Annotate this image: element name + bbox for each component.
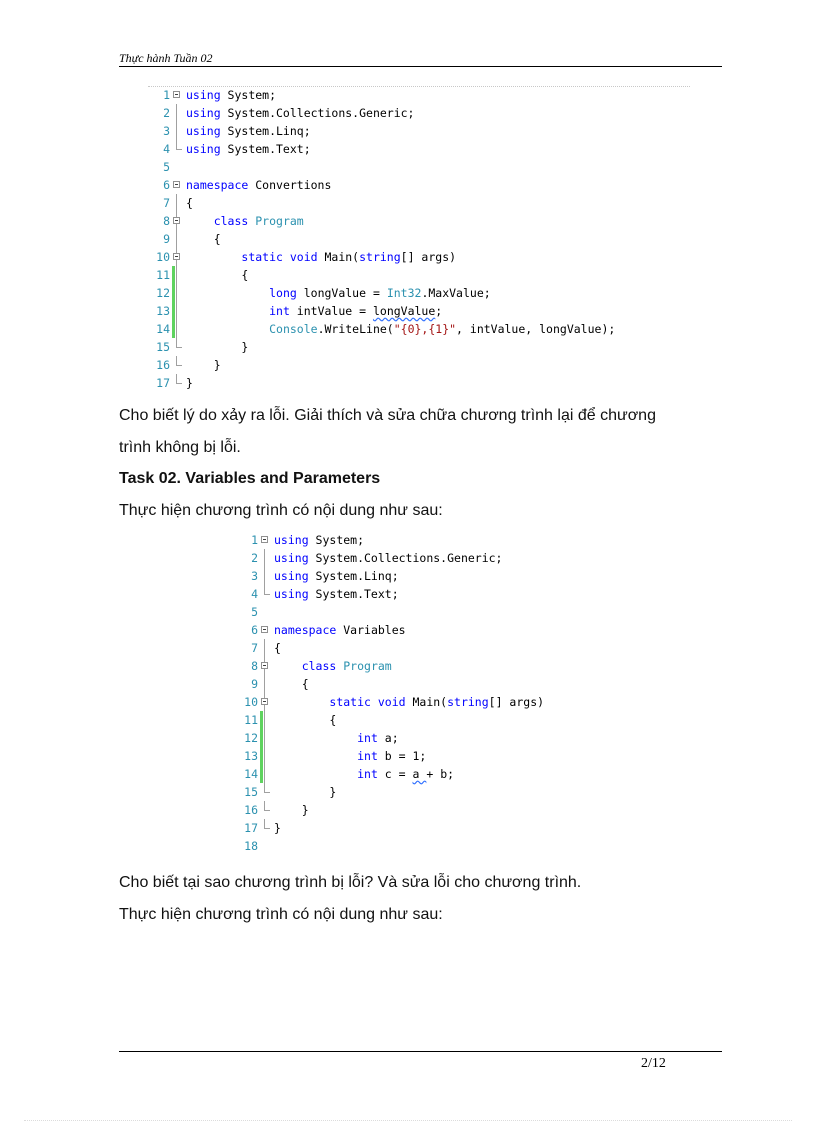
code-token: Int32 [386,286,422,300]
code-text [274,801,309,819]
code-text [274,675,309,693]
code-text [186,338,248,356]
fold-gutter [260,621,272,639]
code-token: Main( [324,250,360,264]
code-token [274,695,329,709]
line-number: 9 [251,677,258,691]
line-number: 17 [244,821,258,835]
changed-line-marker [260,765,263,783]
code-token: static void [329,695,413,709]
code-text [274,819,281,837]
code-token: { [186,232,221,246]
paragraph-3: Cho biết tại sao chương trình bị lỗi? Và sửa lỗi cho chương trình. [119,874,582,891]
code-token: int [269,304,297,318]
fold-gutter [260,693,272,711]
fold-gutter [260,765,272,783]
code-token: using [274,587,316,601]
fold-end-icon [176,140,182,150]
collapse-icon[interactable] [173,91,180,98]
changed-line-marker [260,747,263,765]
paragraph-4: Thực hiện chương trình có nội dung như sau: [119,906,443,923]
line-number: 8 [163,214,170,228]
fold-gutter [260,819,272,837]
fold-gutter [260,657,272,675]
code-token: using [186,88,228,102]
code-text [274,549,502,567]
code-token: { [274,641,281,655]
code-text [186,302,442,320]
code-token: } [274,785,337,799]
fold-gutter [172,212,184,230]
paragraph-2: Thực hiện chương trình có nội dung như sau: [119,502,443,519]
task-heading: Task 02. Variables and Parameters [119,470,381,487]
code-text [274,693,544,711]
code-token [274,749,357,763]
code-token: class [301,659,344,673]
page-bottom-border [24,1120,792,1121]
code-text [186,212,304,230]
code-text [186,122,311,140]
paragraph-1-line-2: trình không bị lỗi. [119,439,241,456]
fold-guide-line [176,302,177,320]
fold-end-icon [176,374,182,384]
fold-guide-line [264,765,265,783]
fold-gutter [172,194,184,212]
code-token: [] args) [400,250,457,264]
line-number: 15 [156,340,170,354]
code-token: Convertions [255,178,332,192]
fold-gutter [260,549,272,567]
code-token: } [186,376,193,390]
fold-gutter [260,801,272,819]
fold-guide-line [264,549,265,567]
line-number: 9 [163,232,170,246]
changed-line-marker [260,729,263,747]
code-token: using [274,569,316,583]
fold-gutter [172,158,184,176]
code-token: System.Text; [227,142,311,156]
fold-gutter [172,320,184,338]
code-token: static void [241,250,325,264]
line-number: 17 [156,376,170,390]
code-text [186,356,221,374]
fold-gutter [260,531,272,549]
line-number: 5 [251,605,258,619]
code-token: ; [435,304,443,318]
code-token: , intValue, longValue); [456,322,616,336]
code-text [274,621,406,639]
code-block-2 [236,531,656,861]
code-token: { [186,268,249,282]
header-rule [119,66,722,67]
code-token: Program [343,659,392,673]
fold-guide-line [176,230,177,248]
code-text [274,783,336,801]
code-token: .MaxValue; [421,286,491,300]
line-number: 13 [156,304,170,318]
code-block-1 [148,86,708,396]
fold-gutter [172,338,184,356]
line-number: 12 [244,731,258,745]
line-number: 16 [244,803,258,817]
fold-gutter [260,747,272,765]
fold-gutter [260,585,272,603]
code-token: longValue = [303,286,387,300]
code-text [274,639,281,657]
fold-gutter [172,266,184,284]
code-token: using [186,142,228,156]
code-text [186,266,248,284]
code-text [186,284,491,302]
line-number: 5 [163,160,170,174]
line-number: 8 [251,659,258,673]
page-number: 2/12 [641,1056,666,1071]
code-token: a; [384,731,399,745]
line-number: 10 [156,250,170,264]
line-number: 2 [251,551,258,565]
line-number: 1 [163,88,170,102]
code-text [274,657,392,675]
code-token: int [357,731,385,745]
line-number: 14 [156,322,170,336]
code-text [186,230,221,248]
line-number: 2 [163,106,170,120]
fold-guide-line [264,567,265,585]
collapse-icon[interactable] [261,698,268,705]
line-number: 3 [163,124,170,138]
fold-gutter [172,122,184,140]
code-text [186,320,615,338]
code-token: a [412,767,427,781]
fold-gutter [172,176,184,194]
code-token: System.Collections.Generic; [315,551,503,565]
code-token: Main( [412,695,448,709]
code-token: } [274,821,281,835]
fold-gutter [260,729,272,747]
collapse-icon[interactable] [261,662,268,669]
fold-gutter [172,284,184,302]
line-number: 6 [251,623,258,637]
code-token: "{0},{1}" [393,322,457,336]
code-token: } [186,340,249,354]
collapse-icon[interactable] [173,253,180,260]
fold-end-icon [264,783,270,793]
fold-gutter [260,711,272,729]
footer-rule [119,1051,722,1052]
fold-gutter [172,374,184,392]
fold-end-icon [176,338,182,348]
line-number: 16 [156,358,170,372]
fold-gutter [172,104,184,122]
code-token: Variables [343,623,406,637]
fold-guide-line [264,675,265,693]
code-token: using [186,124,228,138]
changed-line-marker [260,711,263,729]
fold-end-icon [264,801,270,811]
line-number: 6 [163,178,170,192]
line-number: 4 [251,587,258,601]
code-text [274,567,399,585]
fold-gutter [260,603,272,621]
fold-end-icon [264,819,270,829]
code-token: int [357,767,385,781]
code-token: string [359,250,401,264]
line-number: 15 [244,785,258,799]
line-number: 14 [244,767,258,781]
fold-gutter [260,675,272,693]
changed-line-marker [172,302,175,320]
code-token [186,304,269,318]
line-number: 7 [163,196,170,210]
page-header-title: Thực hành Tuần 02 [119,51,213,65]
fold-gutter [172,230,184,248]
code-token: namespace [186,178,256,192]
code-text [186,86,276,104]
line-number: 18 [244,839,258,853]
code-token: { [274,713,337,727]
code-token: System.Text; [315,587,399,601]
code-text [274,711,336,729]
line-number: 12 [156,286,170,300]
code-text [274,765,454,783]
code-token: namespace [274,623,344,637]
code-token: System.Linq; [227,124,311,138]
code-text [274,585,399,603]
code-token: Program [255,214,304,228]
code-token: using [186,106,228,120]
code-text [186,140,311,158]
fold-gutter [260,837,272,855]
code-text [186,248,456,266]
changed-line-marker [172,266,175,284]
fold-guide-line [176,266,177,284]
line-number: 10 [244,695,258,709]
fold-guide-line [264,729,265,747]
code-token: } [274,803,309,817]
fold-gutter [260,783,272,801]
code-token: System; [227,88,277,102]
fold-guide-line [176,320,177,338]
code-token: { [186,196,193,210]
code-token: System.Collections.Generic; [227,106,415,120]
code-text [186,176,331,194]
fold-guide-line [264,711,265,729]
code-token [274,659,302,673]
code-token: c = [384,767,413,781]
code-text [274,747,426,765]
line-number: 1 [251,533,258,547]
fold-guide-line [176,284,177,302]
code-token [186,286,269,300]
collapse-icon[interactable] [261,536,268,543]
code-token: using [274,533,316,547]
code-token [274,767,357,781]
fold-guide-line [176,104,177,122]
code-token [274,731,357,745]
line-number: 7 [251,641,258,655]
fold-guide-line [264,639,265,657]
code-text [274,531,364,549]
fold-gutter [172,248,184,266]
fold-gutter [172,140,184,158]
fold-gutter [172,302,184,320]
code-token: System.Linq; [315,569,399,583]
changed-line-marker [172,320,175,338]
line-number: 4 [163,142,170,156]
code-token: longValue [372,304,436,318]
code-token: .WriteLine( [317,322,394,336]
code-token: class [213,214,256,228]
code-text [186,104,414,122]
fold-gutter [172,356,184,374]
line-number: 11 [244,713,258,727]
fold-guide-line [176,194,177,212]
code-token [186,214,214,228]
fold-end-icon [264,585,270,595]
code-text [186,194,193,212]
code-text [274,729,399,747]
code-token [186,322,269,336]
paragraph-1-line-1: Cho biết lý do xảy ra lỗi. Giải thích và sửa chữa chương trình lại để chương [119,407,656,424]
collapse-icon[interactable] [173,181,180,188]
collapse-icon[interactable] [173,217,180,224]
code-text [186,374,193,392]
fold-end-icon [176,356,182,366]
code-token: int [357,749,385,763]
code-token: string [447,695,489,709]
code-token: { [274,677,309,691]
line-number: 3 [251,569,258,583]
collapse-icon[interactable] [261,626,268,633]
code-token: [] args) [488,695,545,709]
code-token: long [269,286,304,300]
fold-gutter [260,639,272,657]
code-token: b = 1; [384,749,427,763]
code-token [186,250,241,264]
changed-line-marker [172,284,175,302]
code-token: intValue = [296,304,373,318]
line-number: 13 [244,749,258,763]
line-number: 11 [156,268,170,282]
fold-gutter [260,567,272,585]
code-token: Console [269,322,318,336]
code-token: } [186,358,221,372]
fold-guide-line [176,122,177,140]
fold-gutter [172,86,184,104]
code-token: System; [315,533,365,547]
fold-guide-line [264,747,265,765]
code-token: using [274,551,316,565]
code-token: + b; [426,767,455,781]
